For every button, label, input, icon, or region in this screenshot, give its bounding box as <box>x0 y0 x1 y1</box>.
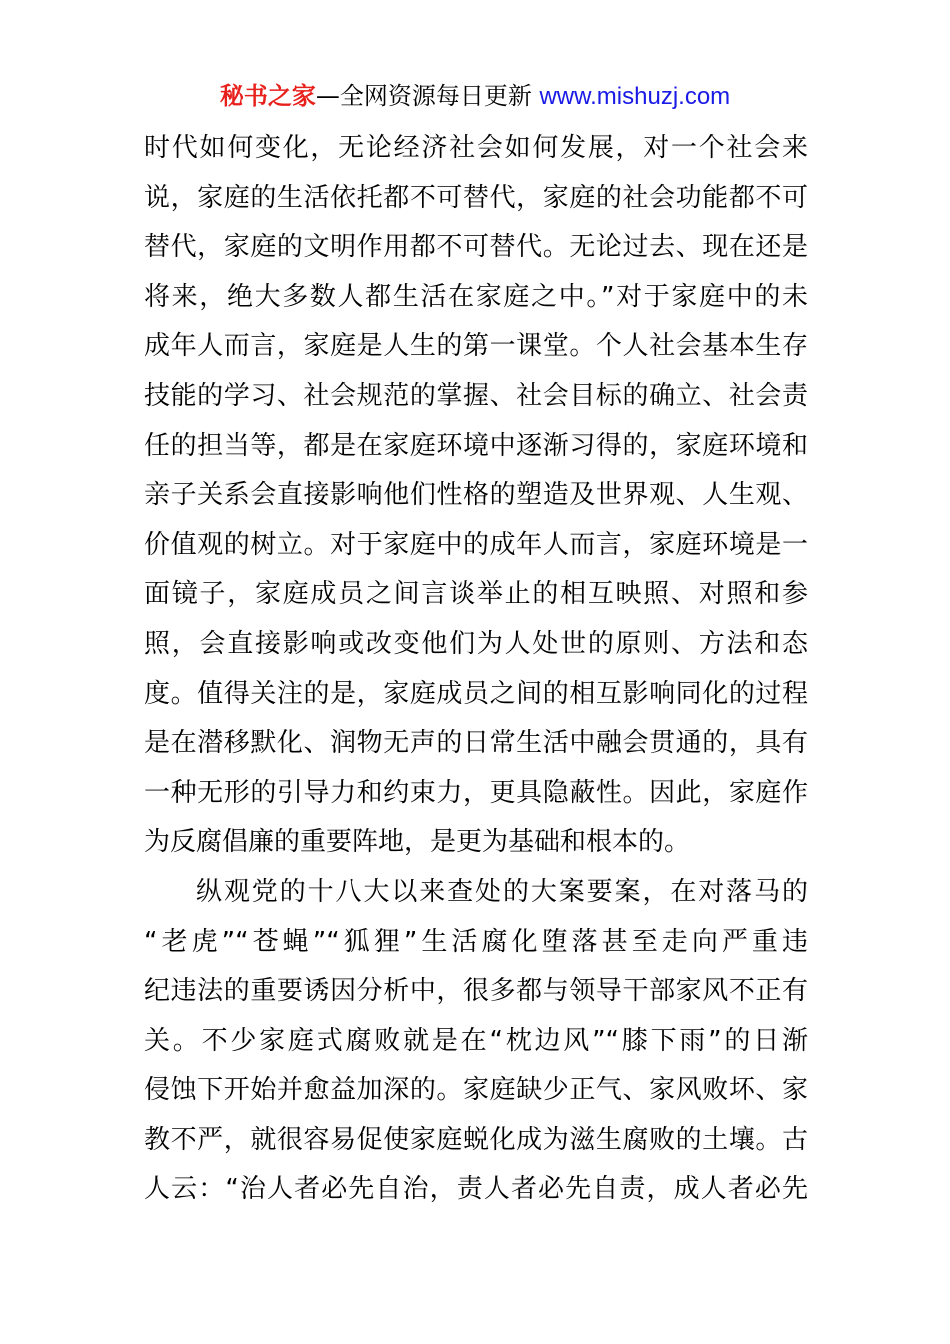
text-line: 任的担当等，都是在家庭环境中逐渐习得的，家庭环境和 <box>144 430 808 461</box>
text-line: 侵蚀下开始并愈益加深的。家庭缺少正气、家风败坏、家 <box>144 1075 808 1106</box>
text-line: “老虎”“苍蝇”“狐狸”生活腐化堕落甚至走向严重违 <box>144 926 808 957</box>
text-line: 纪违法的重要诱因分析中，很多都与领导干部家风不正有 <box>144 976 808 1007</box>
text-line: 价值观的树立。对于家庭中的成年人而言，家庭环境是一 <box>144 529 808 560</box>
text-line: 是在潜移默化、润物无声的日常生活中融会贯通的，具有 <box>144 728 808 759</box>
document-body <box>144 124 808 1215</box>
text-line: 关。不少家庭式腐败就是在“枕边风”“膝下雨”的日渐 <box>144 1025 808 1056</box>
text-line: 度。值得关注的是，家庭成员之间的相互影响同化的过程 <box>144 678 808 709</box>
text-line: 教不严，就很容易促使家庭蜕化成为滋生腐败的土壤。古 <box>144 1124 808 1155</box>
text-line: 面镜子，家庭成员之间言谈举止的相互映照、对照和参 <box>144 579 808 610</box>
text-line: 亲子关系会直接影响他们性格的塑造及世界观、人生观、 <box>144 480 808 511</box>
text-line: 技能的学习、社会规范的掌握、社会目标的确立、社会责 <box>144 380 808 411</box>
text-line: 人云：“治人者必先自治，责人者必先自责，成人者必先 <box>144 1174 808 1205</box>
text-line: 替代，家庭的文明作用都不可替代。无论过去、现在还是 <box>144 232 808 263</box>
site-url-link[interactable]: www.mishuzj.com <box>539 83 731 110</box>
site-header <box>0 78 950 115</box>
header-tagline: —全网资源每日更新 <box>315 82 540 110</box>
text-line: 成年人而言，家庭是人生的第一课堂。个人社会基本生存 <box>144 331 808 362</box>
text-line: 照，会直接影响或改变他们为人处世的原则、方法和态 <box>144 628 808 659</box>
text-line: 时代如何变化，无论经济社会如何发展，对一个社会来 <box>144 133 808 163</box>
text-line: 说，家庭的生活依托都不可替代，家庭的社会功能都不可 <box>144 182 808 213</box>
text-line: 纵观党的十八大以来查处的大案要案，在对落马的 <box>196 876 808 907</box>
text-line: 一种无形的引导力和约束力，更具隐蔽性。因此，家庭作 <box>144 777 808 808</box>
text-line: 将来，绝大多数人都生活在家庭之中。”对于家庭中的未 <box>144 281 808 312</box>
paragraph-1 <box>144 124 808 868</box>
brand-name: 秘书之家 <box>219 82 316 110</box>
paragraph-2 <box>144 868 808 1215</box>
text-line: 为反腐倡廉的重要阵地，是更为基础和根本的。 <box>144 827 691 858</box>
